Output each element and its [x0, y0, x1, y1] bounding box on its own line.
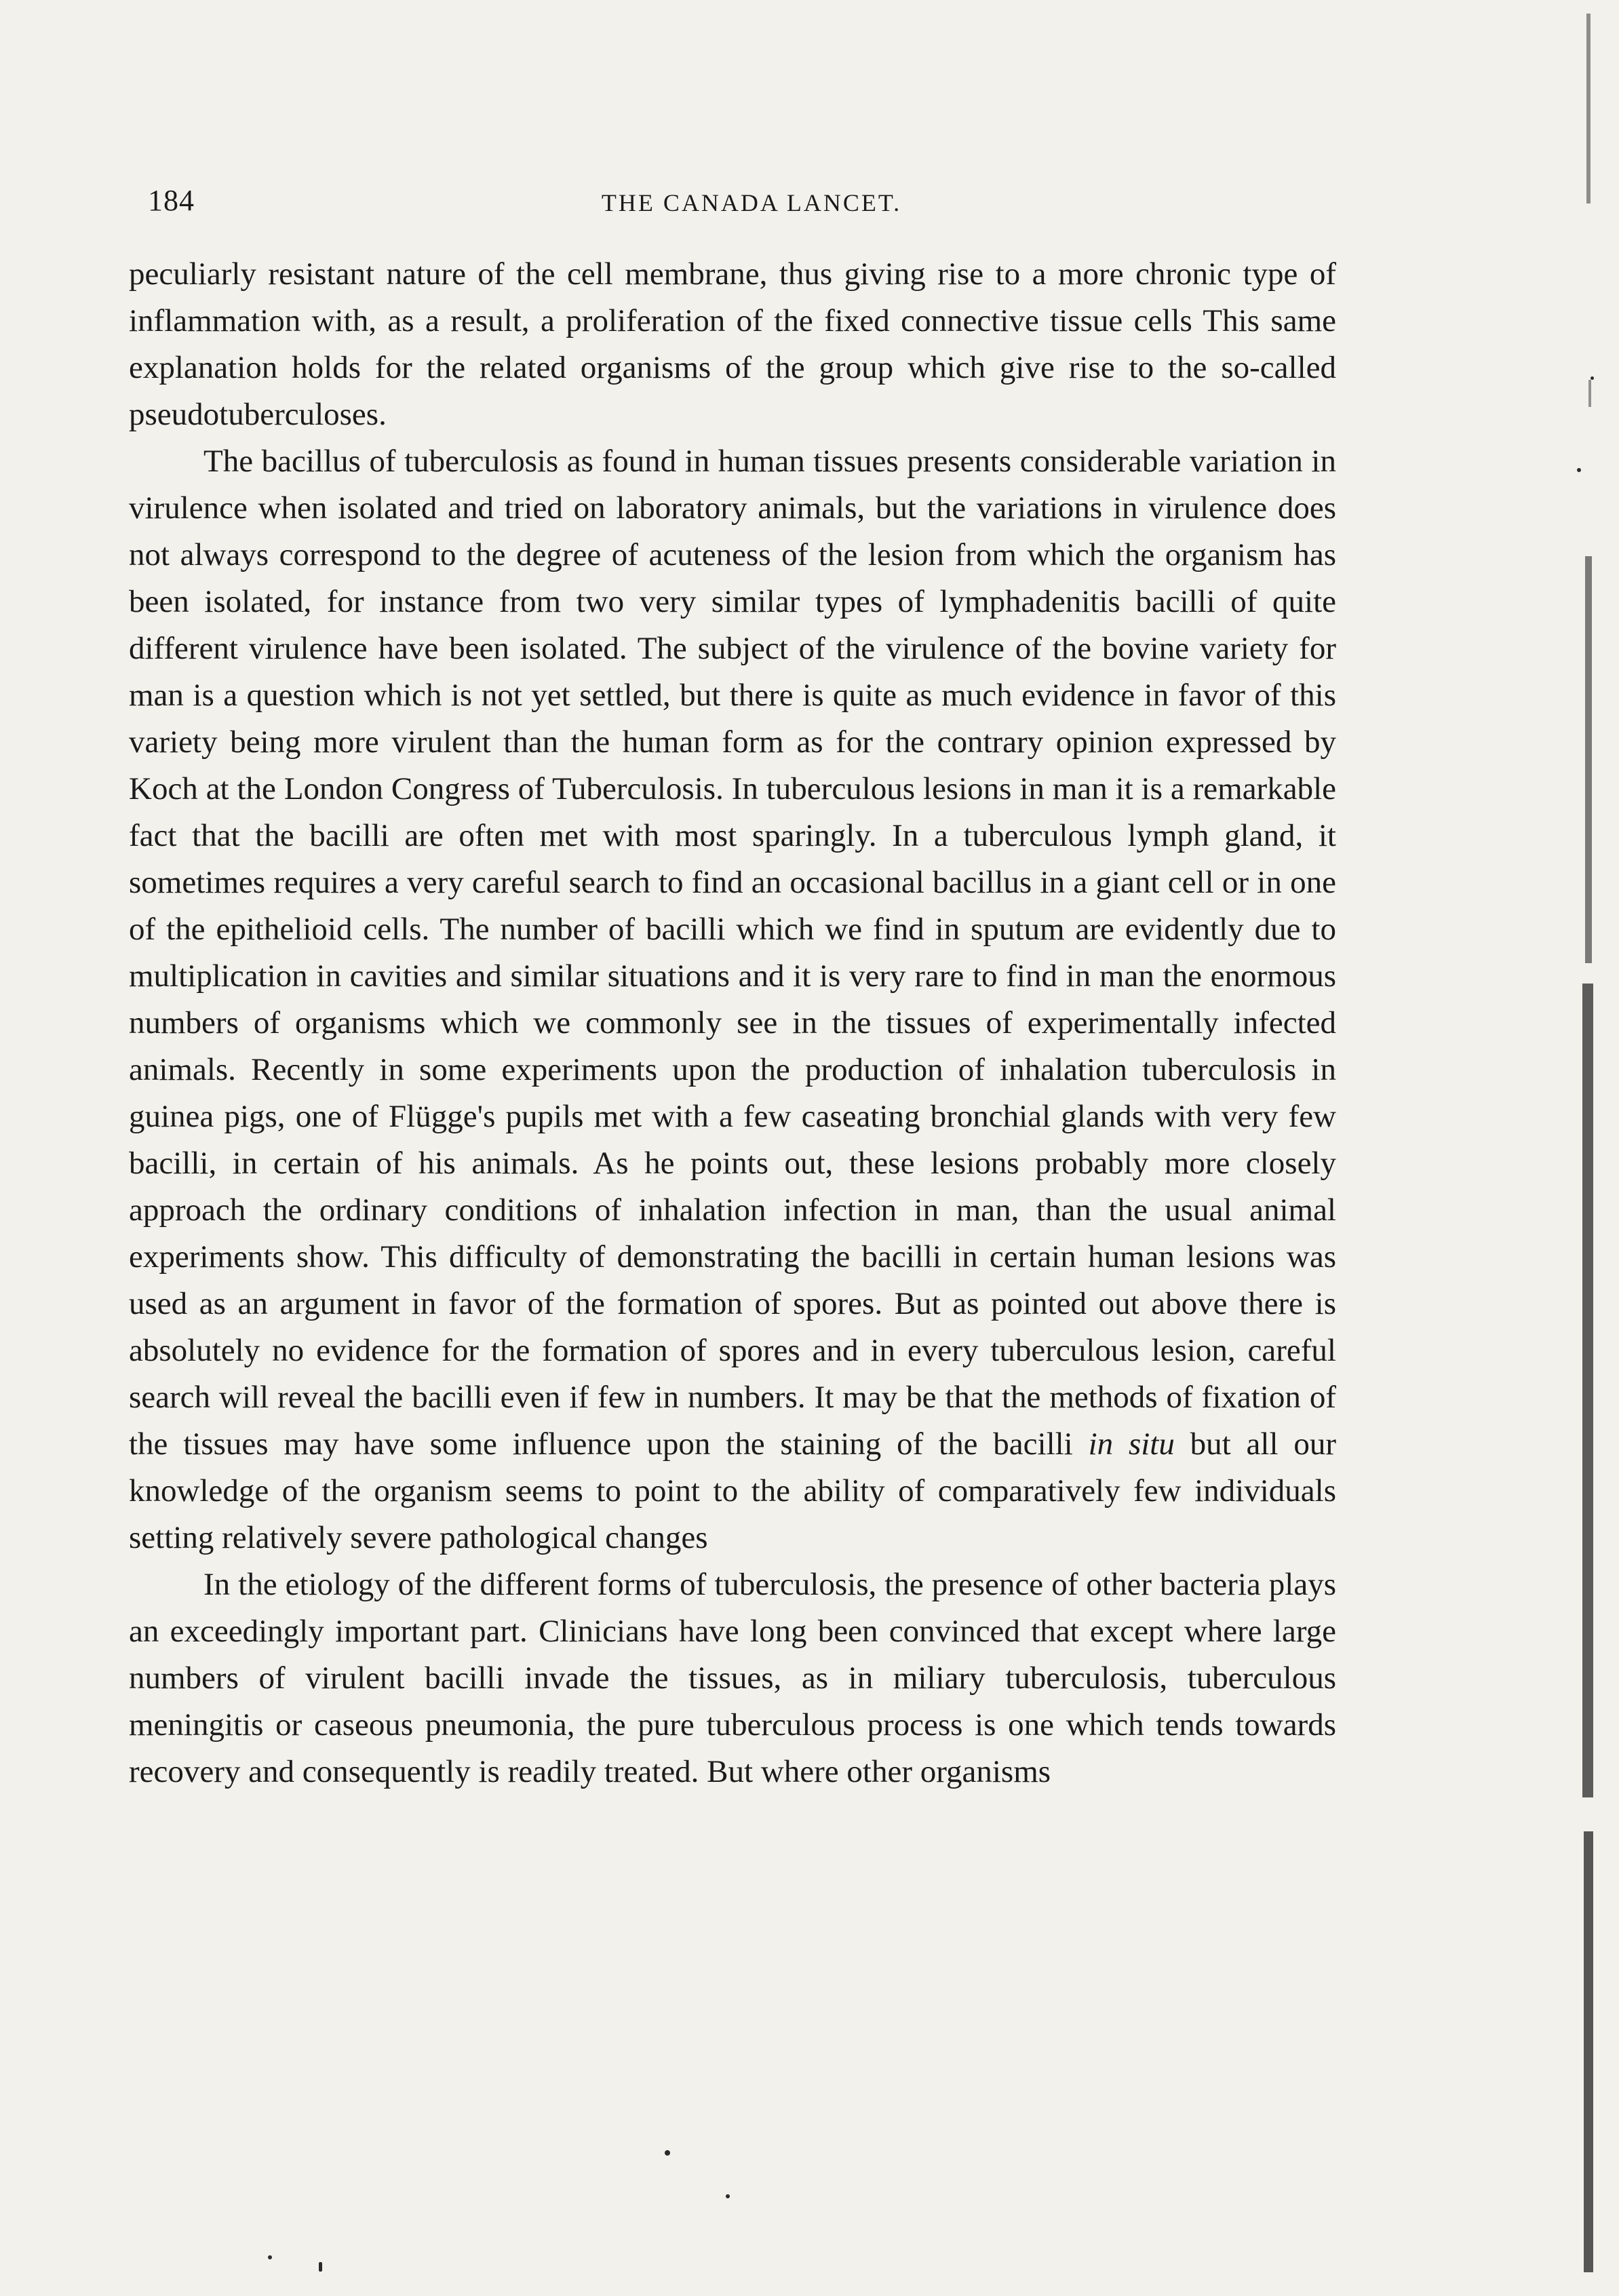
page-header [128, 183, 1376, 237]
scan-speck [726, 2194, 730, 2198]
scan-speck [1577, 468, 1581, 472]
scan-speck [665, 2150, 670, 2156]
body-text [129, 251, 1336, 1795]
paragraph-2 [129, 438, 1336, 1561]
page-number: 184 [148, 184, 195, 217]
paragraph-2-text-a: The bacillus of tuberculosis as found in human tissues presents considerable variation in virulence when isolated and tried on laboratory animals, but the variations in virulence does not always correspond to the degree of acuteness of the lesion from which the organism has been isolated, for instance from two very similar types of lymphadenitis bacilli of quite different virulence have been isolated. The subject of the virulence of the bovine variety for man is a question which is not yet settled, but there is quite as much evidence in favor of this variety being more virulent than the human form as for the contrary opinion expressed by Koch at the London Congress of Tuberculosis. In tuberculous lesions in man it is a remarkable fact that the bacilli are often met with most sparingly. In a tuberculous lymph gland, it sometimes requires a very careful search to find an occasional bacillus in a giant cell or in one of the epithelioid cells. The number of bacilli which we find in sputum are evidently due to multiplication in cavities and similar situations and it is very rare to find in man the enormous numbers of organisms which we commonly see in the tissues of experimentally infected animals. Recently in some experiments upon the production of inhalation tuberculosis in guinea pigs, one of Flügge's pupils met with a few caseating bronchial glands with very few bacilli, in certain of his animals. As he points out, these lesions probably more closely approach the ordinary conditions of inhalation infection in man, than the usual animal experiments show. This difficulty of demonstrating the bacilli in certain human lesions was used as an argument in favor of the formation of spores. But as pointed out above there is absolutely no evidence for the formation of spores and in every tuberculous lesion, careful search will reveal the bacilli even if few in numbers. It may be that the methods of fixation of the tissues may have some influence upon the staining of the bacilli [129, 444, 1336, 1462]
running-head: THE CANADA LANCET. [601, 189, 902, 216]
paragraph-1-text: peculiarly resistant nature of the cell membrane, thus giving rise to a more chronic type of inflammation with, as a result, a proliferation of the fixed connective tissue cells This same explanation holds for the related organisms of the group which give rise to the so-called pseudotuberculoses. [129, 256, 1336, 432]
paragraph-2-italic: in situ [1088, 1426, 1175, 1462]
paragraph-1 [129, 251, 1336, 438]
scan-speck [268, 2255, 272, 2259]
paragraph-3-text: In the etiology of the different forms of tuberculosis, the presence of other bacteria plays an exceedingly important part. Clinicians have long been convinced that except where large numbers of virulent bacilli invade the tissues, as in miliary tuberculosis, tuberculous meningitis or caseous pneumonia, the pure tuberculous process is one which tends towards recovery and consequently is readily treated. But where other organisms [129, 1567, 1336, 1789]
paragraph-2-text-b: but all our knowledge of the organism seems to point to the ability of comparatively few individuals setting relatively severe pathological changes [129, 1426, 1337, 1555]
scan-edge-shadow [1566, 0, 1607, 2296]
scan-speck [319, 2262, 322, 2272]
paragraph-3 [129, 1561, 1336, 1795]
scan-speck [1591, 376, 1594, 380]
